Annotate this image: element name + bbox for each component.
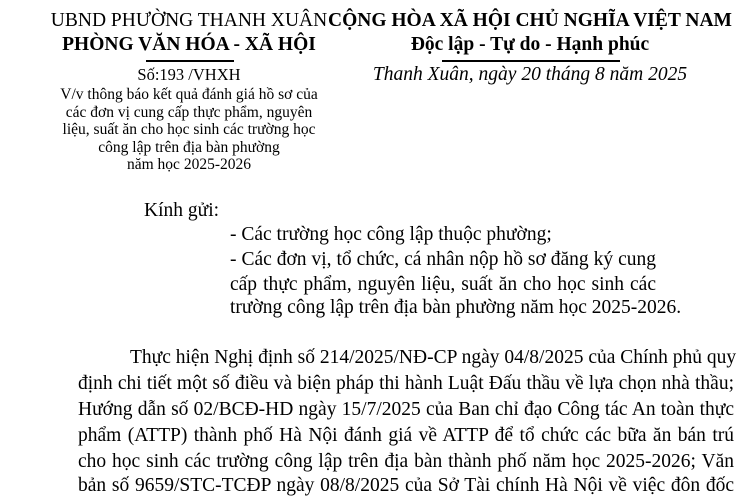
recipient-line: - Các trường học công lập thuộc phường; [230, 224, 552, 245]
national-title: CỘNG HÒA XÃ HỘI CHỦ NGHĨA VIỆT NAM [328, 10, 732, 31]
department-underline [146, 60, 234, 62]
subject-line: V/v thông báo kết quả đánh giá hồ sơ của [60, 86, 318, 103]
place-date: Thanh Xuân, ngày 20 tháng 8 năm 2025 [372, 64, 688, 85]
subject-line: liệu, suất ăn cho học sinh các trường học [62, 121, 316, 138]
recipient-line: - Các đơn vị, tổ chức, cá nhân nộp hồ sơ đăng ký cung [230, 249, 656, 270]
recipient-line: cấp thực phẩm, nguyên liệu, suất ăn cho học sinh các [230, 274, 656, 295]
subject-line: các đơn vị cung cấp thực phẩm, nguyên [65, 103, 313, 121]
body-line: Thực hiện Nghị định số 214/2025/NĐ-CP ngày 04/8/2025 của Chính phủ quy [130, 347, 737, 368]
issuing-authority: UBND PHƯỜNG THANH XUÂN [50, 10, 328, 31]
body-line: cho học sinh các trường công lập trên địa bàn thành phố năm học 2025-2026; Văn [78, 451, 734, 472]
document-number: Số:193 /VHXH [137, 65, 241, 84]
recipient-line: trường công lập trên địa bàn phường năm học 2025-2026. [230, 297, 682, 318]
body-line: định chi tiết một số điều và biện pháp thi hành Luật Đấu thầu về lựa chọn nhà thầu; [78, 373, 734, 394]
national-motto: Độc lập - Tự do - Hạnh phúc [410, 34, 650, 55]
recipients-label: Kính gửi: [144, 200, 220, 221]
subject-line: công lập trên địa bàn phường [98, 138, 280, 156]
body-line: Hướng dẫn số 02/BCĐ-HD ngày 15/7/2025 của Ban chỉ đạo Công tác An toàn thực [78, 399, 734, 420]
body-line: phẩm (ATTP) thành phố Hà Nội đánh giá về ATTP để tổ chức các bữa ăn bán trú [78, 425, 734, 446]
subject-line: năm học 2025-2026 [127, 156, 251, 173]
issuing-department: PHÒNG VĂN HÓA - XÃ HỘI [62, 34, 316, 55]
motto-underline [442, 60, 620, 62]
body-line: bản số 9659/STC-TCĐP ngày 08/8/2025 của Sở Tài chính Hà Nội về việc đôn đốc [78, 475, 734, 496]
